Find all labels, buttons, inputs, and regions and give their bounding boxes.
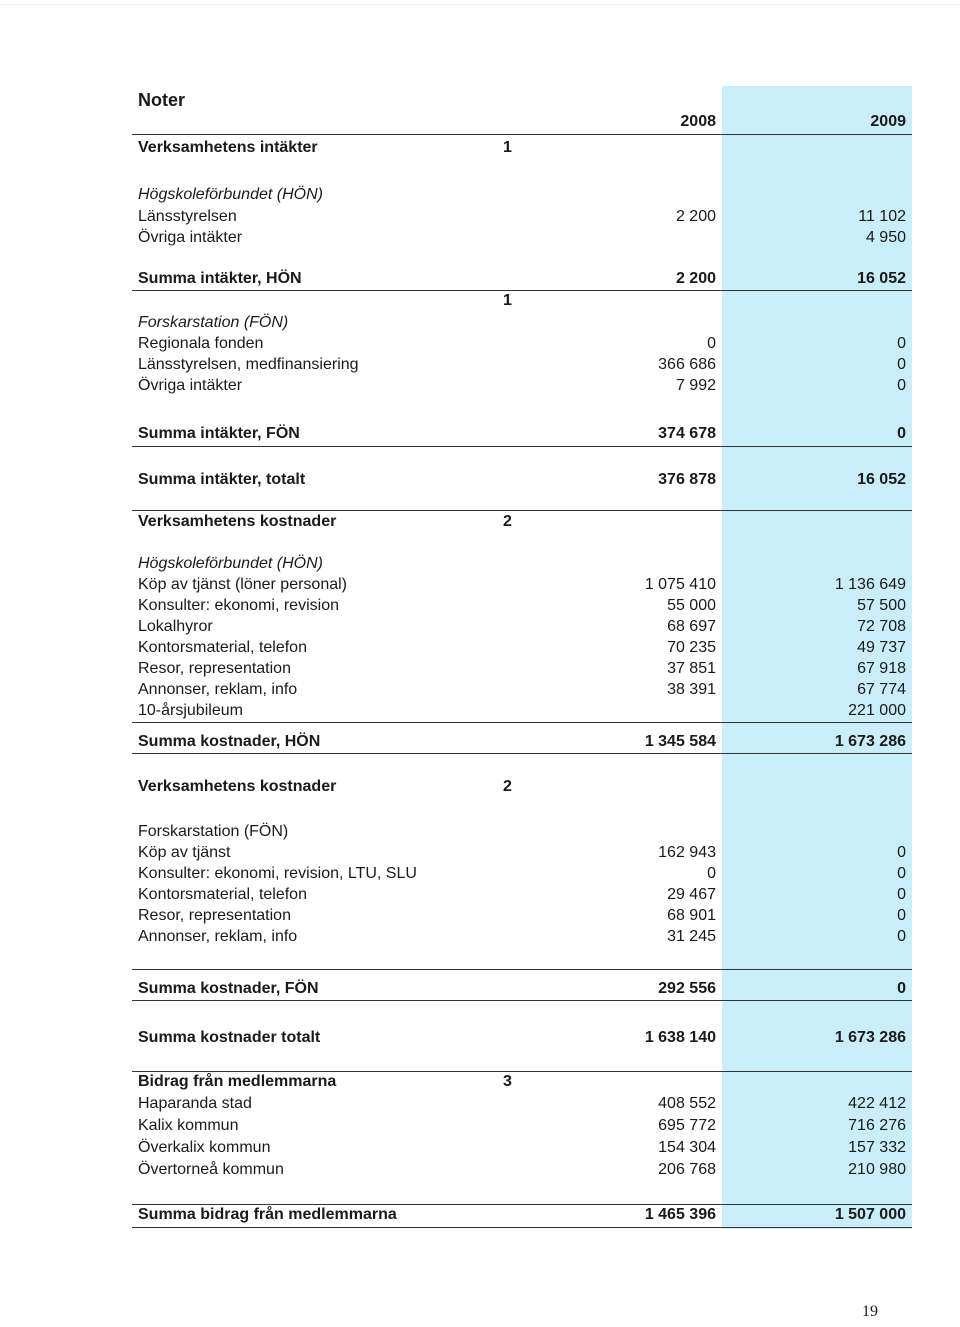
- value-2009: 72 708: [857, 618, 906, 635]
- table-row: [0, 136, 960, 160]
- row-note-ref: 2: [503, 778, 512, 795]
- value-2008: 2 200: [675, 208, 716, 225]
- row-label: Högskoleförbundet (HÖN): [138, 186, 323, 203]
- rule-above-bidrag: [132, 1071, 912, 1072]
- value-2009: 1 673 286: [834, 1029, 906, 1046]
- value-2009: 0: [897, 886, 906, 903]
- table-row: [0, 510, 960, 534]
- row-label: Köp av tjänst (löner personal): [138, 576, 347, 593]
- value-2008: 366 686: [658, 356, 716, 373]
- value-2009: 0: [897, 865, 906, 882]
- row-label: Summa kostnader, FÖN: [138, 980, 319, 997]
- table-row: [0, 1158, 960, 1182]
- value-2009: 49 737: [857, 639, 906, 656]
- page-number: 19: [862, 1303, 878, 1320]
- value-2008: 376 878: [658, 471, 716, 488]
- value-2008: 68 901: [667, 907, 716, 924]
- page-heading: Noter: [138, 90, 186, 110]
- year-header-row: [0, 110, 960, 134]
- rule-above-summa-kostnader-fon: [132, 969, 912, 970]
- value-2008: 695 772: [658, 1117, 716, 1134]
- row-label: Forskarstation (FÖN): [138, 823, 289, 840]
- value-2008: 374 678: [658, 425, 716, 442]
- row-label: Kontorsmaterial, telefon: [138, 886, 307, 903]
- page-heading-row: [0, 88, 960, 112]
- value-2009: 1 136 649: [834, 576, 906, 593]
- value-2008: 31 245: [667, 928, 716, 945]
- value-2008: 1 638 140: [644, 1029, 716, 1046]
- value-2008: 154 304: [658, 1139, 716, 1156]
- table-row: [0, 1070, 960, 1094]
- value-2008: 1 345 584: [644, 733, 716, 750]
- row-label: Summa intäkter, totalt: [138, 471, 306, 488]
- rule-above-summa-bidrag: [132, 1204, 912, 1205]
- value-2009: 422 412: [848, 1095, 906, 1112]
- row-label: Annonser, reklam, info: [138, 681, 298, 698]
- value-2009: 1 507 000: [834, 1206, 906, 1223]
- value-2009: 67 774: [857, 681, 906, 698]
- value-2008: 0: [707, 335, 716, 352]
- value-2008: 206 768: [658, 1161, 716, 1178]
- table-row: [0, 699, 960, 723]
- value-2009: 4 950: [865, 229, 906, 246]
- row-label: Högskoleförbundet (HÖN): [138, 555, 323, 572]
- table-row: [0, 1026, 960, 1050]
- value-2009: 0: [897, 335, 906, 352]
- table-row: [0, 730, 960, 754]
- row-label: Resor, representation: [138, 660, 291, 677]
- value-2009: 0: [897, 844, 906, 861]
- table-row: [0, 183, 960, 207]
- row-label: Forskarstation (FÖN): [138, 314, 289, 331]
- value-2008: 292 556: [658, 980, 716, 997]
- row-label: Summa intäkter, HÖN: [138, 270, 302, 287]
- rule-summa-kostnader-fon: [132, 1000, 912, 1001]
- row-label: Övriga intäkter: [138, 229, 243, 246]
- row-label: Verksamhetens intäkter: [138, 139, 318, 156]
- value-2009: 0: [897, 377, 906, 394]
- row-label: Haparanda stad: [138, 1095, 252, 1112]
- table-row: [0, 925, 960, 949]
- row-label: Konsulter: ekonomi, revision: [138, 597, 339, 614]
- value-2008: 408 552: [658, 1095, 716, 1112]
- row-label: Summa intäkter, FÖN: [138, 425, 300, 442]
- row-label: Bidrag från medlemmarna: [138, 1073, 337, 1090]
- value-2009: 57 500: [857, 597, 906, 614]
- rule-summa-kostnader-hon: [132, 753, 912, 754]
- value-2009: 0: [897, 907, 906, 924]
- table-row: [0, 374, 960, 398]
- value-2009: 0: [897, 980, 906, 997]
- value-2009: 67 918: [857, 660, 906, 677]
- value-2008: 2 200: [675, 270, 716, 287]
- row-label: Summa bidrag från medlemmarna: [138, 1206, 397, 1223]
- value-2008: 68 697: [667, 618, 716, 635]
- table-row: [0, 468, 960, 492]
- rule-summa-totalt: [132, 510, 912, 511]
- row-label: Summa kostnader, HÖN: [138, 733, 321, 750]
- value-2009: 716 276: [848, 1117, 906, 1134]
- value-2009: 157 332: [848, 1139, 906, 1156]
- value-2008: 7 992: [675, 377, 716, 394]
- table-row: [0, 226, 960, 250]
- top-border: [0, 4, 960, 5]
- row-note-ref: 1: [503, 292, 512, 309]
- table-row: [0, 289, 960, 313]
- row-label: Övertorneå kommun: [138, 1161, 284, 1178]
- table-row: [0, 1136, 960, 1160]
- row-label: Summa kostnader totalt: [138, 1029, 321, 1046]
- row-label: Länsstyrelsen: [138, 208, 237, 225]
- row-label: Kalix kommun: [138, 1117, 239, 1134]
- value-2008: 162 943: [658, 844, 716, 861]
- rule-summa-fon: [132, 446, 912, 447]
- value-2008: 0: [707, 865, 716, 882]
- year-2008-header: 2008: [680, 113, 716, 130]
- value-2008: 29 467: [667, 886, 716, 903]
- rule-under-years: [132, 134, 912, 135]
- value-2009: 0: [897, 425, 906, 442]
- value-2009: 0: [897, 356, 906, 373]
- value-2009: 221 000: [848, 702, 906, 719]
- table-row: [0, 775, 960, 799]
- row-note-ref: 3: [503, 1073, 512, 1090]
- row-note-ref: 1: [503, 139, 512, 156]
- value-2008: 55 000: [667, 597, 716, 614]
- row-label: 10-årsjubileum: [138, 702, 243, 719]
- row-label: Verksamhetens kostnader: [138, 513, 337, 530]
- table-row: [0, 267, 960, 291]
- table-row: [0, 977, 960, 1001]
- table-row: [0, 1092, 960, 1116]
- rule-summa-bidrag: [132, 1227, 912, 1228]
- year-2009-header: 2009: [870, 113, 906, 130]
- row-label: Övriga intäkter: [138, 377, 243, 394]
- value-2009: 16 052: [857, 270, 906, 287]
- value-2009: 1 673 286: [834, 733, 906, 750]
- value-2008: 1 465 396: [644, 1206, 716, 1223]
- table-row: [0, 1203, 960, 1227]
- row-label: Länsstyrelsen, medfinansiering: [138, 356, 359, 373]
- row-label: Regionala fonden: [138, 335, 264, 352]
- row-label: Kontorsmaterial, telefon: [138, 639, 307, 656]
- row-label: Överkalix kommun: [138, 1139, 271, 1156]
- value-2009: 210 980: [848, 1161, 906, 1178]
- value-2009: 11 102: [858, 208, 906, 225]
- value-2009: 16 052: [857, 471, 906, 488]
- row-label: Köp av tjänst: [138, 844, 231, 861]
- row-label: Verksamhetens kostnader: [138, 778, 337, 795]
- row-note-ref: 2: [503, 513, 512, 530]
- row-label: Resor, representation: [138, 907, 291, 924]
- row-label: Annonser, reklam, info: [138, 928, 298, 945]
- value-2008: 70 235: [667, 639, 716, 656]
- row-label: Lokalhyror: [138, 618, 213, 635]
- row-label: Konsulter: ekonomi, revision, LTU, SLU: [138, 865, 417, 882]
- value-2008: 37 851: [667, 660, 716, 677]
- value-2009: 0: [897, 928, 906, 945]
- rule-summa-hon: [132, 290, 912, 291]
- rule-above-summa-kostnader-hon: [132, 722, 912, 723]
- value-2008: 38 391: [667, 681, 716, 698]
- table-row: [0, 422, 960, 446]
- value-2008: 1 075 410: [644, 576, 716, 593]
- table-row: [0, 1114, 960, 1138]
